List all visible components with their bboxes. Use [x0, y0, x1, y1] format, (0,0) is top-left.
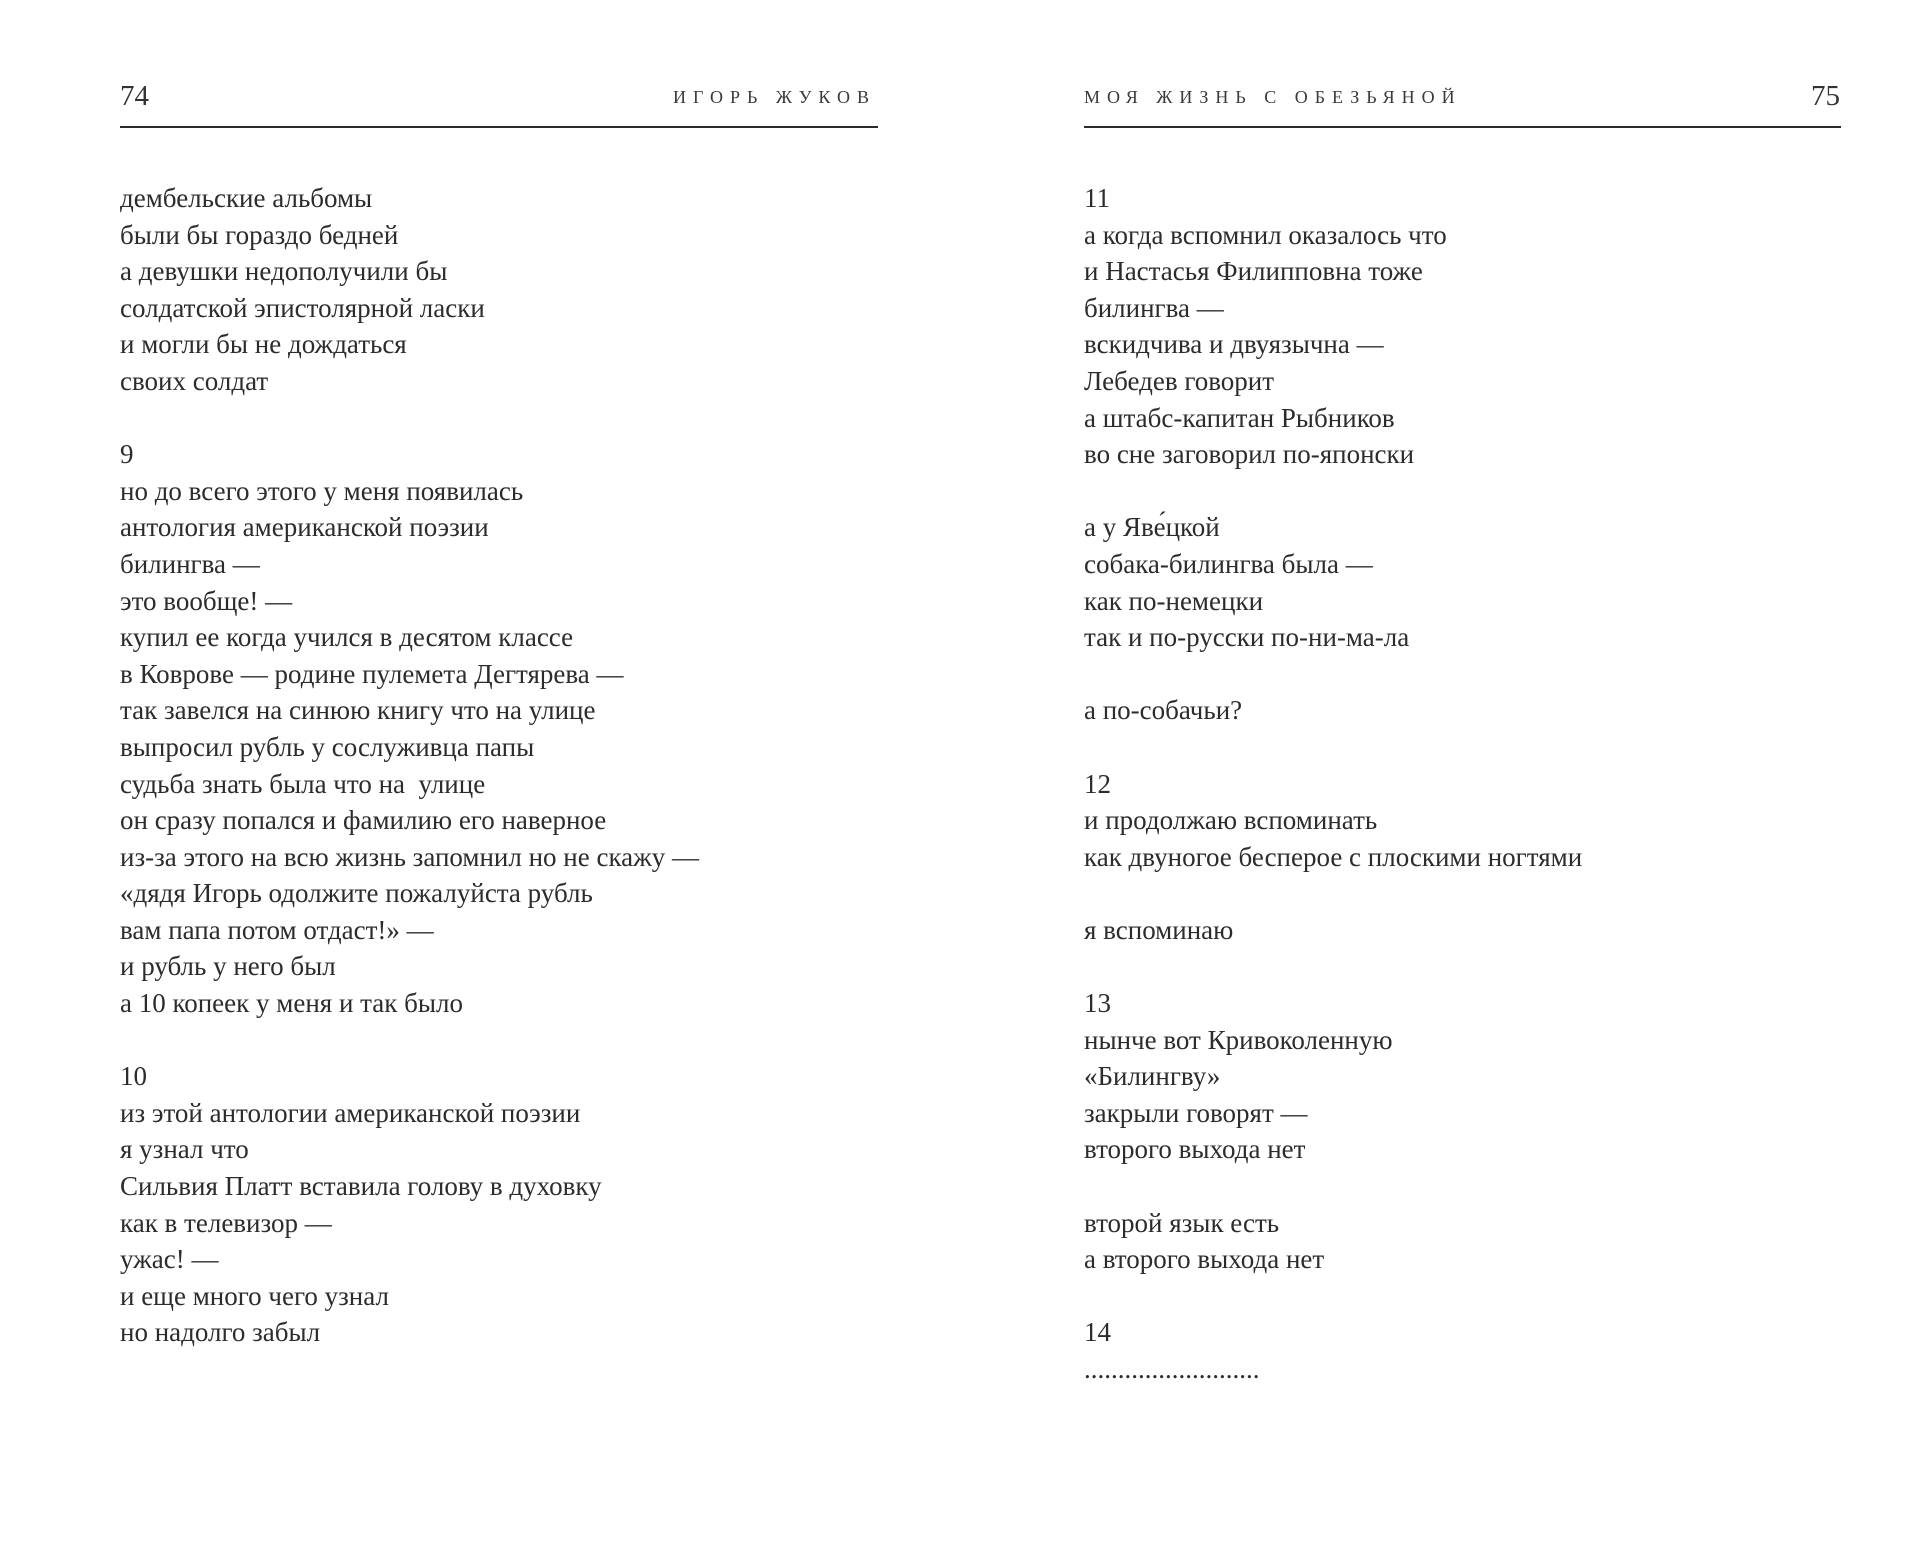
poem-line: Сильвия Платт вставила голову в духовку [120, 1171, 602, 1202]
poem-line: «Билингву» [1084, 1061, 1221, 1092]
stanza-break [1084, 656, 1840, 693]
poem-line: дембельские альбомы [120, 183, 373, 213]
poem-line: Лебедев говорит [1084, 365, 1275, 396]
header-rule [120, 126, 878, 128]
poem-line: а когда вспомнил оказалось что [1084, 219, 1447, 250]
stanza-break [1084, 1278, 1840, 1315]
poem-line: второй язык есть [1084, 1207, 1280, 1238]
poem-line: вам папа потом отдаст!» — [120, 914, 434, 945]
poem-line: собака-билингва была — [1084, 548, 1373, 579]
poem-line: «дядя Игорь одолжите пожалуйста рубль [120, 878, 593, 909]
poem-line: и рубль у него был [120, 951, 336, 982]
stanza-break [1084, 473, 1840, 510]
left-page-header [120, 78, 876, 118]
poem-line: из этой антологии американской поэзии [120, 1097, 581, 1128]
right-page-header [1084, 78, 1840, 118]
poem-line: ужас! — [120, 1244, 219, 1275]
poem-line: второго выхода нет [1084, 1134, 1306, 1165]
running-head-author: ИГОРЬ ЖУКОВ [673, 87, 876, 107]
poem-line: я вспоминаю [1084, 914, 1234, 945]
section-number: 10 [120, 1061, 147, 1092]
poem-line: он сразу попался и фамилию его наверное [120, 805, 607, 836]
poem-line: так завелся на синюю книгу что на улице [120, 695, 596, 726]
poem-line: и Настасья Филипповна тоже [1084, 256, 1423, 287]
page-number: 75 [1811, 80, 1840, 112]
poem-line: были бы гораздо бедней [120, 219, 399, 250]
poem-line: билингва — [120, 548, 260, 579]
poem-line: нынче вот Кривоколенную [1084, 1024, 1393, 1055]
poem-line: судьба знать была что на улице [120, 768, 486, 799]
section-number: 13 [1084, 988, 1111, 1019]
poem-line: но надолго забыл [120, 1317, 321, 1348]
poem-line: и еще много чего узнал [120, 1280, 389, 1311]
poem-line: купил ее когда учился в десятом классе [120, 622, 574, 653]
poem-line: во сне заговорил по-японски [1084, 439, 1415, 470]
section-number: 11 [1084, 183, 1110, 213]
poem-line: в Коврове — родине пулемета Дегтярева — [120, 658, 624, 689]
header-rule [1084, 126, 1841, 128]
poem-line: своих солдат [120, 365, 269, 396]
poem-line: а у Яве́цкой [1084, 512, 1220, 543]
poem-line: выпросил рубль у сослуживца папы [120, 731, 535, 762]
section-number: 9 [120, 439, 134, 470]
page-number: 74 [120, 80, 149, 112]
stanza-break [1084, 729, 1840, 766]
poem-line: так и по-русски по-ни-ма-ла [1084, 622, 1410, 653]
poem-line: из-за этого на всю жизнь запомнил но не скажу — [120, 841, 700, 872]
poem-line: антология американской поэзии [120, 512, 489, 543]
poem-line: а штабс-капитан Рыбников [1084, 402, 1395, 433]
poem-line: но до всего этого у меня появилась [120, 475, 524, 506]
poem-line: как по-немецки [1084, 585, 1264, 616]
right-page [966, 0, 1932, 1546]
poem-line: а второго выхода нет [1084, 1244, 1325, 1275]
section-number: 12 [1084, 768, 1111, 799]
stanza-break [1084, 1168, 1840, 1205]
stanza-break [120, 1022, 876, 1059]
poem-text [120, 180, 876, 1351]
poem-line: а 10 копеек у меня и так было [120, 988, 463, 1019]
poem-line: .......................... [1084, 1354, 1260, 1384]
poem-line: и могли бы не дождаться [120, 329, 407, 360]
poem-line: билингва — [1084, 292, 1224, 323]
section-number: 14 [1084, 1317, 1111, 1348]
poem-line: а девушки недополучили бы [120, 256, 448, 287]
poem-line: закрыли говорят — [1084, 1097, 1308, 1128]
poem-text [1084, 180, 1840, 1388]
stanza-break [1084, 875, 1840, 912]
poem-line: вскидчива и двуязычна — [1084, 329, 1384, 360]
stanza-break [120, 400, 876, 437]
running-head-title: МОЯ ЖИЗНЬ С ОБЕЗЬЯНОЙ [1084, 87, 1462, 107]
poem-line: солдатской эпистолярной ласки [120, 292, 485, 323]
poem-line: а по-собачьи? [1084, 695, 1243, 726]
poem-line: я узнал что [120, 1134, 249, 1165]
poem-line: и продолжаю вспоминать [1084, 805, 1378, 836]
poem-line: как в телевизор — [120, 1207, 332, 1238]
poem-line: как двуногое бесперое с плоскими ногтями [1084, 841, 1583, 872]
poem-line: это вообще! — [120, 585, 293, 616]
stanza-break [1084, 948, 1840, 985]
